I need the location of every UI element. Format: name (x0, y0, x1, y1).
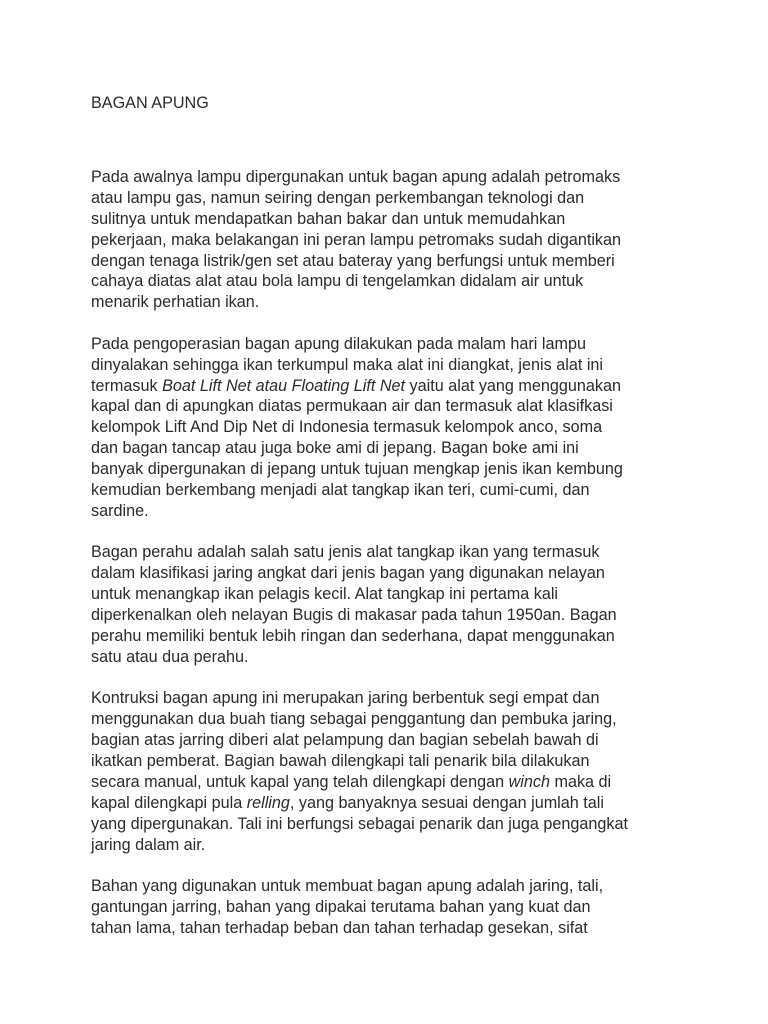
text-line: gantungan jarring, bahan yang dipakai terutama bahan yang kuat dan (91, 898, 591, 916)
text-line: kelompok Lift And Dip Net di Indonesia termasuk kelompok anco, soma (91, 418, 603, 437)
text-line: ikatkan pemberat. Bagian bawah dilengkapi tali penarik bila dilakukan (91, 752, 590, 771)
text-line: Pada pengoperasian bagan apung dilakukan pada malam hari lampu (91, 334, 586, 353)
text-line: kapal dan di apungkan diatas permukaan air dan termasuk alat klasifkasi (91, 397, 613, 416)
text-line-mixed (91, 376, 688, 397)
text-line: Bagan perahu adalah salah satu jenis alat tangkap ikan yang termasuk (91, 543, 600, 562)
text-run: maka di (549, 772, 612, 791)
text-line: menggunakan dua buah tiang sebagai penggantung dan pembuka jaring, (91, 710, 617, 729)
italic-term: Boat Lift Net atau Floating Lift Net (162, 376, 406, 395)
paragraph-bahan (91, 876, 688, 939)
text-line: sardine. (91, 502, 149, 520)
text-line: Kontruksi bagan apung ini merupakan jaring berbentuk segi empat dan (91, 689, 600, 708)
text-line: jaring dalam air. (91, 835, 206, 854)
text-run: , yang banyaknya sesuai dengan jumlah tali (289, 793, 604, 812)
text-line: menarik perhatian ikan. (91, 293, 260, 312)
text-line: tahan lama, tahan terhadap beban dan tahan terhadap gesekan, sifat (91, 918, 588, 937)
text-line: dan bagan tancap atau juga boke ami di jepang. Bagan boke ami ini (91, 439, 579, 458)
paragraph-kontruksi (91, 688, 688, 855)
text-line: dengan tenaga listrik/gen set atau bateray yang berfungsi untuk memberi (91, 251, 615, 270)
text-run: secara manual, untuk kapal yang telah dilengkapi dengan (91, 772, 509, 791)
text-line: dinyalakan sehingga ikan terkumpul maka alat ini diangkat, jenis alat ini (91, 355, 604, 374)
text-line: sulitnya untuk mendapatkan bahan bakar dan untuk memudahkan (91, 209, 566, 228)
document-title: BAGAN APUNG (91, 94, 209, 112)
text-run: termasuk (91, 376, 163, 395)
italic-term: relling (246, 793, 290, 812)
text-line: kemudian berkembang menjadi alat tangkap ikan teri, cumi-cumi, dan (91, 481, 590, 500)
text-line-mixed (91, 793, 688, 814)
paragraph-lampu (91, 167, 688, 313)
text-run: yaitu alat yang menggunakan (405, 376, 622, 395)
text-run: kapal dilengkapi pula (91, 793, 247, 812)
text-line: cahaya diatas alat atau bola lampu di tengelamkan didalam air untuk (91, 272, 584, 291)
text-line: dalam klasifikasi jaring angkat dari jenis bagan yang digunakan nelayan (91, 564, 605, 583)
text-line-mixed (91, 772, 688, 793)
text-line: perahu memiliki bentuk lebih ringan dan sederhana, dapat menggunakan (91, 627, 615, 646)
italic-term: winch (508, 772, 550, 791)
text-line: diperkenalkan oleh nelayan Bugis di makasar pada tahun 1950an. Bagan (91, 606, 617, 625)
paragraph-pengoperasian (91, 334, 688, 522)
text-line: Bahan yang digunakan untuk membuat bagan apung adalah jaring, tali, (91, 877, 604, 896)
text-line: Pada awalnya lampu dipergunakan untuk bagan apung adalah petromaks (91, 167, 621, 186)
text-line: bagian atas jarring diberi alat pelampung dan bagian sebelah bawah di (91, 731, 599, 750)
text-line: atau lampu gas, namun seiring dengan perkembangan teknologi dan (91, 188, 585, 207)
text-line: satu atau dua perahu. (91, 647, 249, 666)
text-line: untuk menangkap ikan pelagis kecil. Alat tangkap ini pertama kali (91, 585, 559, 604)
paragraph-bagan-perahu (91, 542, 688, 667)
text-line: banyak dipergunakan di jepang untuk tujuan mengkap jenis ikan kembung (91, 460, 623, 479)
text-line: pekerjaan, maka belakangan ini peran lampu petromaks sudah digantikan (91, 230, 622, 249)
text-line: yang dipergunakan. Tali ini berfungsi sebagai penarik dan juga pengangkat (91, 814, 628, 833)
